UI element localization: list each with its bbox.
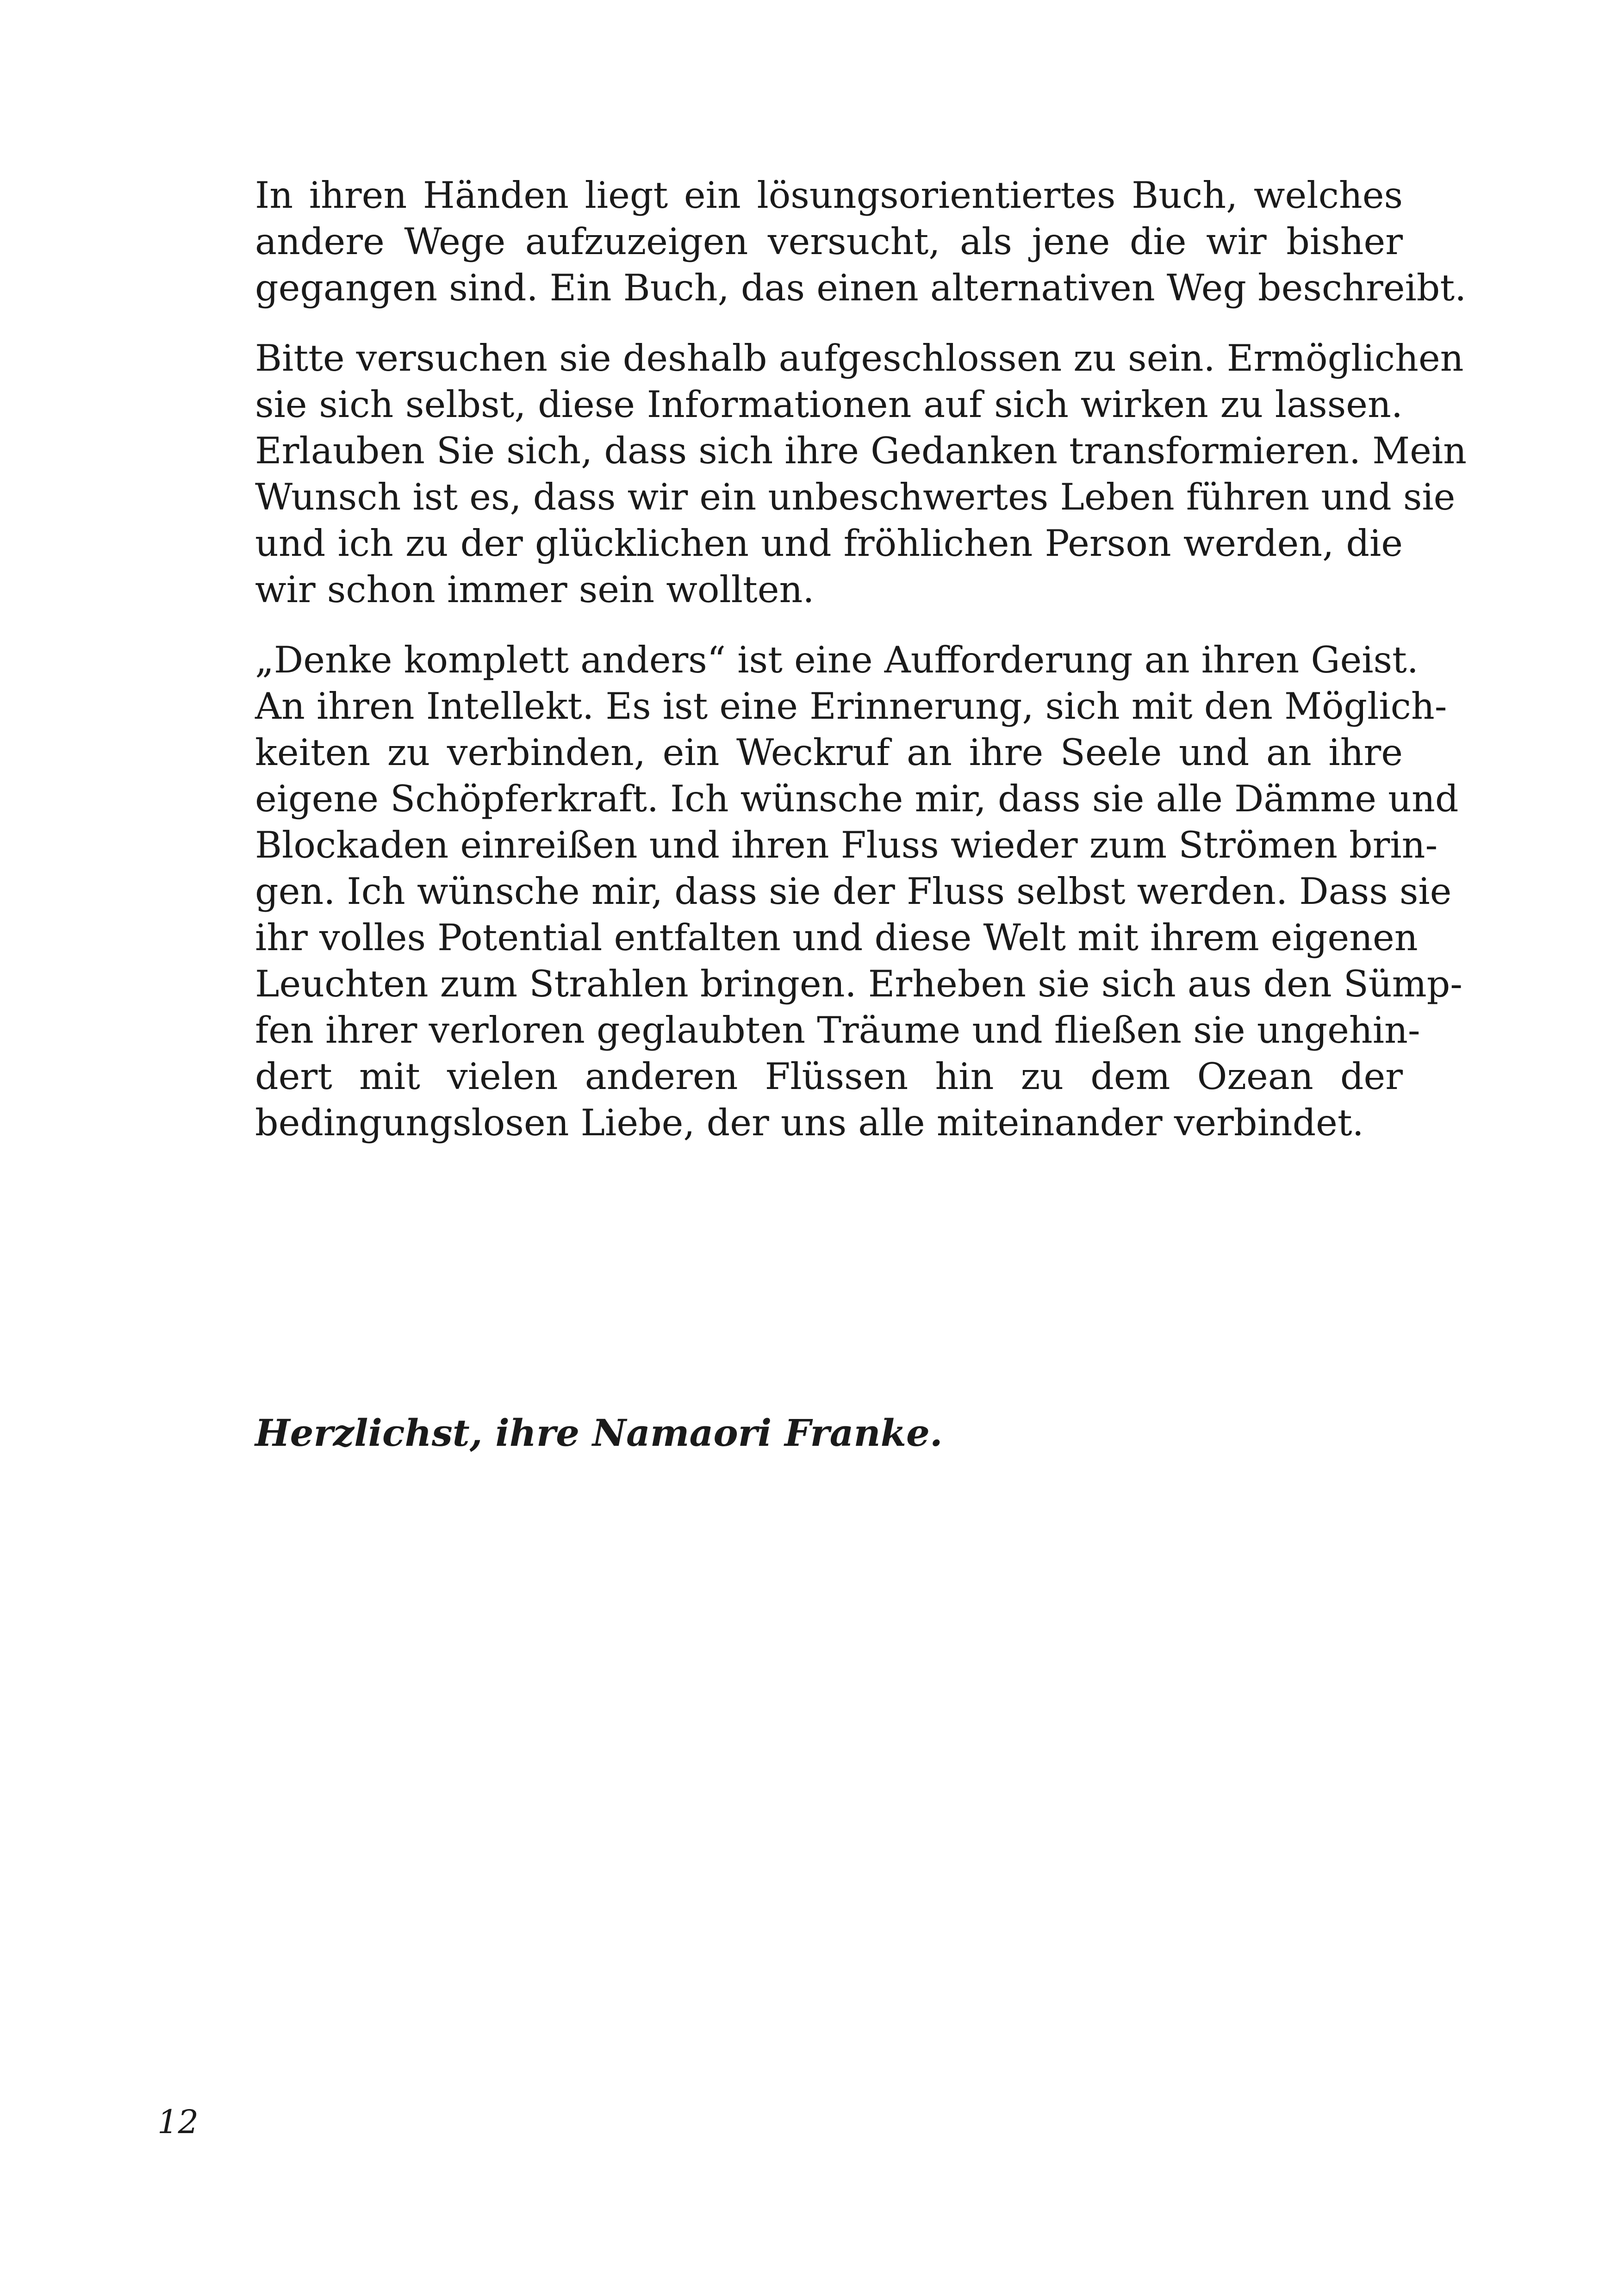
paragraph-line: Leuchten zum Strahlen bringen. Erheben sie sich aus den Sümp- <box>255 963 1462 1005</box>
paragraph-line: Wunsch ist es, dass wir ein unbeschwertes Leben führen und sie <box>255 476 1456 518</box>
paragraph-line: ihr volles Potential entfalten und diese Welt mit ihrem eigenen <box>255 916 1418 959</box>
paragraph-line: Erlauben Sie sich, dass sich ihre Gedanken transformieren. Mein <box>255 429 1467 472</box>
paragraph-line: andere Wege aufzuzeigen versucht, als jene die wir bisher <box>255 220 1403 263</box>
paragraph-line: bedingungslosen Liebe, der uns alle miteinander verbindet. <box>255 1101 1364 1144</box>
paragraph-line: Bitte versuchen sie deshalb aufgeschlossen zu sein. Ermöglichen <box>255 337 1464 380</box>
paragraph-line: fen ihrer verloren geglaubten Träume und fließen sie ungehin- <box>255 1009 1420 1052</box>
paragraph-line: In ihren Händen liegt ein lösungsorientiertes Buch, welches <box>255 174 1403 217</box>
paragraph-line: gegangen sind. Ein Buch, das einen alternativen Weg beschreibt. <box>255 267 1467 309</box>
paragraph-1 <box>255 172 1467 311</box>
body-text <box>255 172 1467 1170</box>
page-number: 12 <box>157 2103 199 2141</box>
paragraph-2 <box>255 335 1467 613</box>
paragraph-line: und ich zu der glücklichen und fröhlichen Person werden, die <box>255 522 1403 565</box>
paragraph-line: keiten zu verbinden, ein Weckruf an ihre Seele und an ihre <box>255 731 1403 774</box>
paragraph-line: „Denke komplett anders“ ist eine Aufforderung an ihren Geist. <box>255 639 1419 681</box>
signature: Herzlichst, ihre Namaori Franke. <box>255 1411 943 1455</box>
paragraph-line: sie sich selbst, diese Informationen auf sich wirken zu lassen. <box>255 383 1403 426</box>
paragraph-line: dert mit vielen anderen Flüssen hin zu dem Ozean der <box>255 1055 1403 1098</box>
paragraph-line: eigene Schöpferkraft. Ich wünsche mir, dass sie alle Dämme und <box>255 778 1459 820</box>
paragraph-line: An ihren Intellekt. Es ist eine Erinnerung, sich mit den Möglich- <box>255 685 1447 728</box>
paragraph-line: Blockaden einreißen und ihren Fluss wieder zum Strömen brin- <box>255 824 1438 866</box>
paragraph-line: gen. Ich wünsche mir, dass sie der Fluss selbst werden. Dass sie <box>255 870 1452 913</box>
paragraph-line: wir schon immer sein wollten. <box>255 568 815 611</box>
paragraph-3 <box>255 637 1462 1146</box>
